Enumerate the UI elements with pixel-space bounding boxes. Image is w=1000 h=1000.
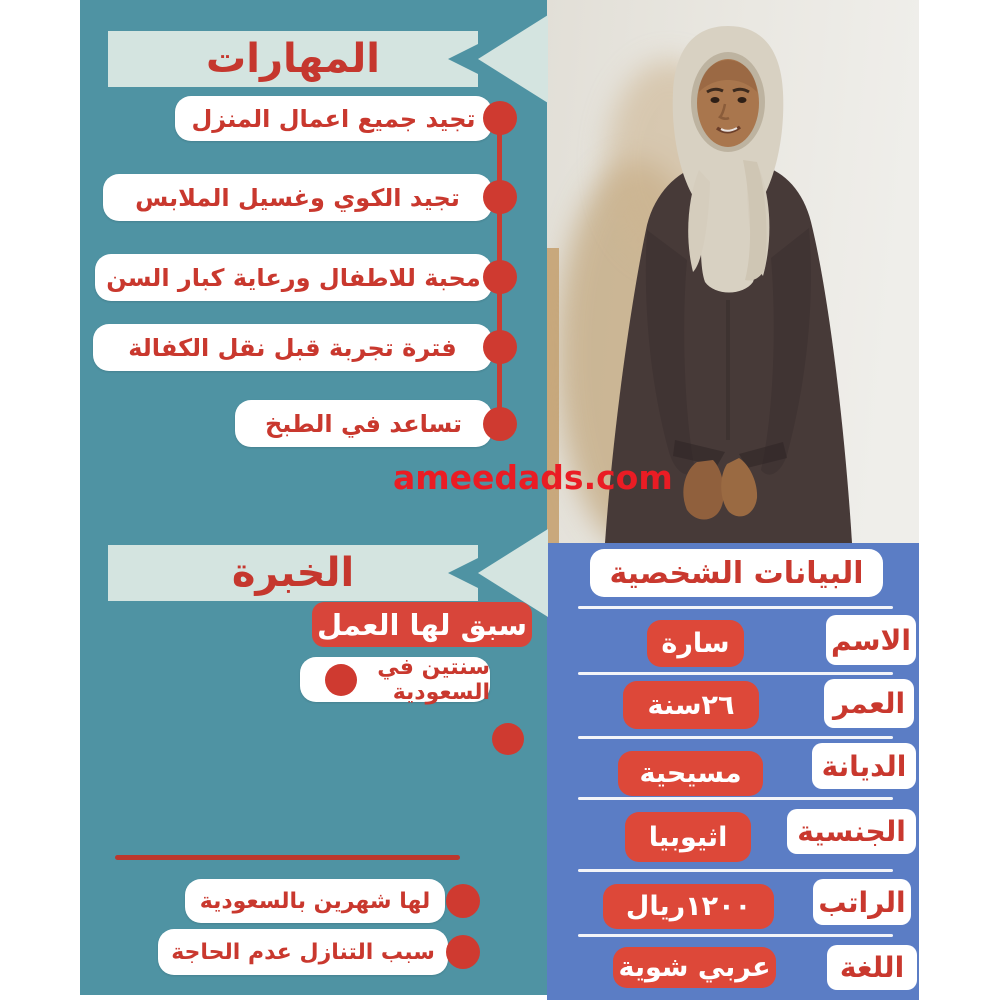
personal-data-panel [547, 543, 919, 1000]
experience-note: سبب التنازل عدم الحاجة [158, 929, 448, 975]
experience-note: لها شهرين بالسعودية [185, 879, 445, 923]
skill-item: تجيد جميع اعمال المنزل [175, 96, 492, 141]
bullet-dot-icon [483, 330, 517, 364]
bullet-dot-icon [446, 935, 480, 969]
field-label-nationality: الجنسية [787, 809, 916, 854]
separator [578, 606, 893, 609]
field-value-nationality: اثيوبيا [625, 812, 751, 862]
field-value-religion: مسيحية [618, 751, 763, 796]
bullet-dot-icon [483, 180, 517, 214]
left-panel-background [80, 0, 547, 995]
experience-item: سنتين في السعودية [300, 657, 490, 702]
bullet-dot-icon [446, 884, 480, 918]
skill-item: تساعد في الطبخ [235, 400, 492, 447]
bullet-dot-icon [483, 407, 517, 441]
bullet-dot-icon [492, 723, 524, 755]
experience-divider [115, 855, 460, 860]
field-label-salary: الراتب [813, 879, 911, 925]
skill-item: محبة للاطفال ورعاية كبار السن [95, 254, 492, 301]
separator [578, 736, 893, 739]
skill-item: فترة تجربة قبل نقل الكفالة [93, 324, 492, 371]
field-value-name: سارة [647, 620, 744, 667]
bullet-dot-icon [483, 101, 517, 135]
personal-data-title: البيانات الشخصية [590, 549, 883, 597]
skills-title: المهارات [206, 36, 380, 82]
field-value-salary: ١٢٠٠ريال [603, 884, 774, 929]
skill-item: تجيد الكوي وغسيل الملابس [103, 174, 492, 221]
field-label-name: الاسم [826, 615, 916, 665]
bullet-dot-icon [483, 260, 517, 294]
separator [578, 934, 893, 937]
experience-highlight: سبق لها العمل [312, 602, 532, 647]
field-label-language: اللغة [827, 945, 917, 990]
separator [578, 869, 893, 872]
separator [578, 672, 893, 675]
watermark: ameedads.com [393, 458, 673, 497]
separator [578, 797, 893, 800]
field-value-age: ٢٦سنة [623, 681, 759, 729]
field-label-age: العمر [824, 679, 914, 728]
field-value-language: عربي شوية [613, 947, 776, 988]
field-label-religion: الديانة [812, 743, 916, 789]
bullet-dot-icon [325, 664, 357, 696]
experience-title: الخبرة [231, 550, 355, 596]
